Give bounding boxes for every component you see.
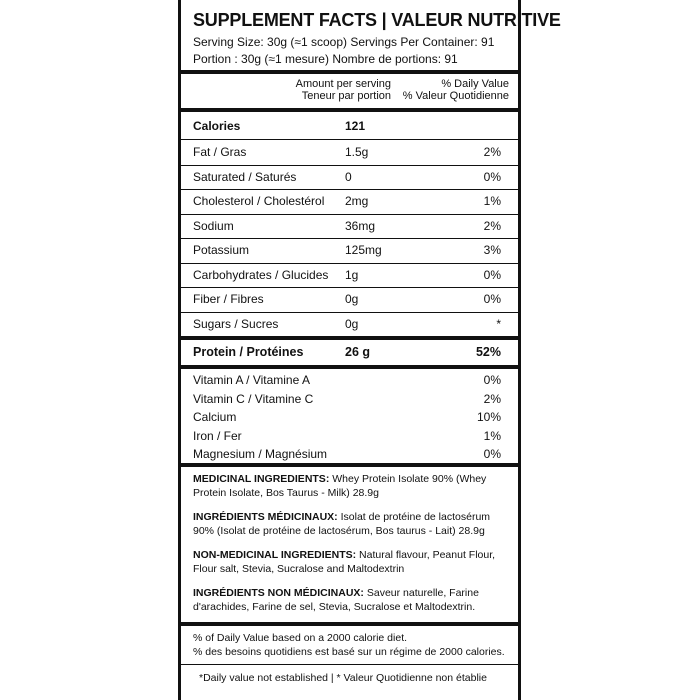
- nutrient-dv: 0%: [483, 169, 501, 184]
- ingredients-heading: INGRÉDIENTS NON MÉDICINAUX:: [193, 587, 364, 599]
- non-medicinal-ingredients-fr: [193, 586, 513, 614]
- ingredients-text: Natural flavour, Peanut Flour, Flour salt, Stevia, Sucralose and Maltodextrin: [193, 549, 496, 575]
- nutrient-label: Carbohydrates / Glucides: [193, 267, 329, 282]
- vitamin-dv: 0%: [483, 447, 501, 461]
- vitamin-label: Calcium: [193, 410, 237, 424]
- ingredients-heading: MEDICINAL INGREDIENTS:: [193, 473, 330, 485]
- divider: [181, 336, 518, 340]
- nutrient-amount: 36mg: [345, 218, 376, 233]
- divider: [181, 189, 518, 190]
- vitamin-label: Vitamin A / Vitamine A: [193, 373, 310, 387]
- nutrient-dv: 3%: [483, 243, 501, 257]
- medicinal-ingredients-en: [193, 472, 513, 500]
- vitamin-label: Magnesium / Magnésium: [193, 447, 328, 461]
- divider: [181, 312, 518, 313]
- non-medicinal-ingredients-en: [193, 548, 513, 576]
- dv-header: [393, 78, 509, 102]
- nutrient-dv: *: [496, 316, 501, 331]
- ingredients-heading: NON-MEDICINAL INGREDIENTS:: [193, 549, 357, 561]
- nutrient-amount: 125mg: [345, 243, 382, 257]
- footnote-en: % of Daily Value based on a 2000 calorie diet.: [193, 632, 408, 644]
- nutrient-amount: 2mg: [345, 194, 369, 208]
- nutrient-dv: 0%: [483, 292, 501, 306]
- divider: [181, 108, 518, 112]
- divider: [181, 238, 518, 239]
- nutrient-label: Fat / Gras: [193, 145, 247, 159]
- ingredients-text: Isolat de protéine de lactosérum 90% (Isolat de protéine de lactosérum, Bos taurus - Lait) 28.9g: [193, 511, 491, 537]
- dv-header-fr: % Valeur Quotidienne: [402, 90, 509, 102]
- ingredients-heading: INGRÉDIENTS MÉDICINAUX:: [193, 511, 338, 523]
- nutrient-dv: 0%: [483, 267, 501, 282]
- divider: [181, 622, 518, 626]
- nutrient-label: Saturated / Saturés: [193, 169, 297, 184]
- calories-label: Calories: [193, 119, 241, 133]
- divider: [181, 365, 518, 369]
- ingredients-text: Whey Protein Isolate 90% (Whey Protein Isolate, Bos Taurus - Milk) 28.9g: [193, 473, 487, 499]
- nutrient-amount: 0g: [345, 292, 359, 306]
- vitamin-dv: 2%: [483, 391, 501, 406]
- serving-info-fr: Portion : 30g (≈1 mesure) Nombre de portions: 91: [193, 52, 458, 66]
- divider: [181, 214, 518, 215]
- divider: [181, 664, 518, 665]
- not-established-note: *Daily value not established | * Valeur Quotidienne non établie: [199, 672, 487, 684]
- vitamin-label: Iron / Fer: [193, 428, 242, 443]
- ingredients-text: Saveur naturelle, Farine d'arachides, Farine de sel, Stevia, Sucralose et Maltodextrin.: [193, 587, 479, 613]
- vitamin-label: Vitamin C / Vitamine C: [193, 391, 314, 406]
- amount-header: [281, 78, 391, 102]
- vitamin-dv: 0%: [483, 373, 501, 387]
- nutrient-amount: 0g: [345, 316, 359, 331]
- divider: [181, 165, 518, 166]
- vitamin-dv: 10%: [476, 410, 501, 424]
- divider: [181, 139, 518, 140]
- vitamin-dv: 1%: [483, 428, 501, 443]
- amount-header-fr: Teneur par portion: [301, 90, 391, 102]
- nutrient-dv: 2%: [483, 145, 501, 159]
- divider: [181, 263, 518, 264]
- nutrient-amount: 0: [345, 169, 352, 184]
- label-title: SUPPLEMENT FACTS | VALEUR NUTRITIVE: [193, 10, 561, 30]
- nutrient-label: Fiber / Fibres: [193, 292, 264, 306]
- divider: [181, 70, 518, 74]
- medicinal-ingredients-fr: [193, 510, 513, 538]
- protein-dv: 52%: [475, 345, 501, 359]
- footnote-fr: % des besoins quotidiens est basé sur un régime de 2000 calories.: [193, 646, 505, 658]
- calories-amount: 121: [345, 119, 366, 133]
- nutrient-label: Potassium: [193, 243, 250, 257]
- amount-header-en: Amount per serving: [295, 78, 391, 90]
- nutrient-amount: 1.5g: [345, 145, 369, 159]
- nutrient-dv: 2%: [483, 218, 501, 233]
- serving-info-en: Serving Size: 30g (≈1 scoop) Servings Per Container: 91: [193, 35, 495, 49]
- dv-header-en: % Daily Value: [441, 78, 509, 90]
- supplement-facts-label: [178, 0, 561, 700]
- nutrient-label: Cholesterol / Cholestérol: [193, 194, 325, 208]
- nutrient-amount: 1g: [345, 267, 359, 282]
- nutrient-dv: 1%: [483, 194, 501, 208]
- divider: [181, 463, 518, 467]
- nutrient-label: Sodium: [193, 218, 234, 233]
- protein-amount: 26 g: [345, 345, 371, 359]
- divider: [181, 287, 518, 288]
- nutrient-label: Sugars / Sucres: [193, 316, 279, 331]
- protein-label: Protein / Protéines: [193, 345, 304, 359]
